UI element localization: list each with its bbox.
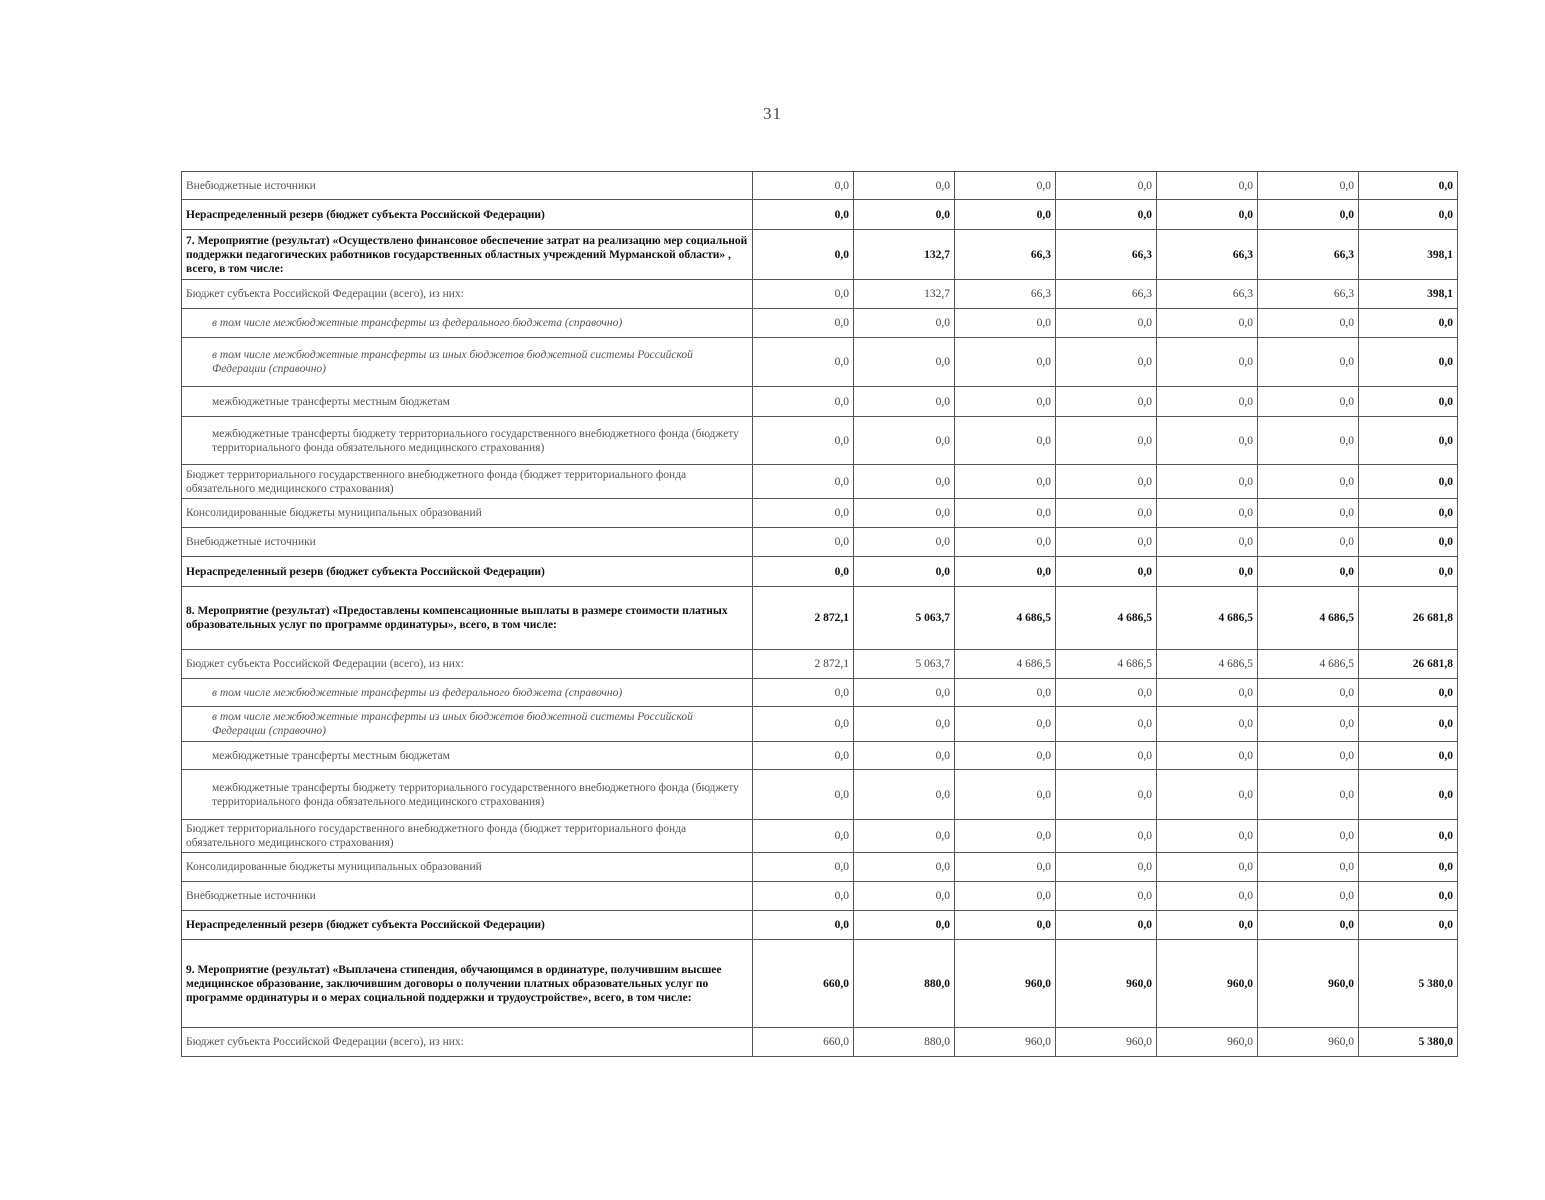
- row-label: 7. Мероприятие (результат) «Осуществлено финансовое обеспечение затрат на реализацию мер социальной поддержки педагогических работников государственных областных учреждений Мурманской области» , всего, в том числе:: [182, 230, 753, 280]
- value-cell: 0,0: [854, 557, 955, 587]
- total-cell: 398,1: [1359, 280, 1458, 309]
- value-cell: 0,0: [955, 820, 1056, 853]
- table-row: [182, 940, 1458, 1028]
- value-cell: 0,0: [1157, 387, 1258, 417]
- total-cell: 398,1: [1359, 230, 1458, 280]
- value-cell: 0,0: [854, 338, 955, 387]
- table-row: [182, 557, 1458, 587]
- value-cell: 0,0: [1157, 528, 1258, 557]
- value-cell: 0,0: [753, 679, 854, 707]
- value-cell: 0,0: [854, 387, 955, 417]
- value-cell: 0,0: [1157, 770, 1258, 820]
- table-row: [182, 499, 1458, 528]
- total-cell: 0,0: [1359, 882, 1458, 911]
- value-cell: 960,0: [1157, 940, 1258, 1028]
- value-cell: 0,0: [1157, 200, 1258, 230]
- table-row: [182, 911, 1458, 940]
- value-cell: 132,7: [854, 280, 955, 309]
- total-cell: 0,0: [1359, 853, 1458, 882]
- value-cell: 960,0: [1258, 1028, 1359, 1057]
- value-cell: 0,0: [955, 679, 1056, 707]
- total-cell: 0,0: [1359, 200, 1458, 230]
- table-row: [182, 853, 1458, 882]
- row-label: в том числе межбюджетные трансферты из иных бюджетов бюджетной системы Российской Федерации (справочно): [182, 338, 753, 387]
- table-row: [182, 679, 1458, 707]
- value-cell: 0,0: [753, 309, 854, 338]
- row-label: Внебюджетные источники: [182, 528, 753, 557]
- value-cell: 0,0: [955, 770, 1056, 820]
- value-cell: 0,0: [955, 338, 1056, 387]
- value-cell: 0,0: [1258, 338, 1359, 387]
- value-cell: 0,0: [1258, 417, 1359, 465]
- value-cell: 5 063,7: [854, 587, 955, 650]
- value-cell: 0,0: [753, 707, 854, 742]
- row-label: Бюджет субъекта Российской Федерации (всего), из них:: [182, 1028, 753, 1057]
- value-cell: 0,0: [1056, 528, 1157, 557]
- value-cell: 0,0: [1056, 387, 1157, 417]
- value-cell: 0,0: [1157, 742, 1258, 770]
- value-cell: 0,0: [854, 417, 955, 465]
- table-row: [182, 200, 1458, 230]
- total-cell: 0,0: [1359, 679, 1458, 707]
- value-cell: 2 872,1: [753, 650, 854, 679]
- value-cell: 0,0: [854, 465, 955, 499]
- value-cell: 0,0: [955, 528, 1056, 557]
- value-cell: 4 686,5: [1056, 587, 1157, 650]
- budget-table: [181, 171, 1458, 1057]
- value-cell: 0,0: [955, 742, 1056, 770]
- value-cell: 0,0: [1157, 853, 1258, 882]
- total-cell: 0,0: [1359, 387, 1458, 417]
- value-cell: 880,0: [854, 940, 955, 1028]
- row-label: в том числе межбюджетные трансферты из иных бюджетов бюджетной системы Российской Федерации (справочно): [182, 707, 753, 742]
- value-cell: 66,3: [1056, 230, 1157, 280]
- row-label: Консолидированные бюджеты муниципальных образований: [182, 499, 753, 528]
- row-label: межбюджетные трансферты бюджету территориального государственного внебюджетного фонда (бюджету территориального фонда обязательного медицинского страхования): [182, 770, 753, 820]
- table-row: [182, 230, 1458, 280]
- value-cell: 0,0: [1056, 911, 1157, 940]
- value-cell: 66,3: [1157, 280, 1258, 309]
- table-row: [182, 172, 1458, 200]
- total-cell: 26 681,8: [1359, 587, 1458, 650]
- value-cell: 960,0: [1258, 940, 1359, 1028]
- table-row: [182, 742, 1458, 770]
- value-cell: 0,0: [1056, 200, 1157, 230]
- page-number: 31: [763, 104, 782, 123]
- value-cell: 0,0: [1157, 882, 1258, 911]
- value-cell: 0,0: [753, 200, 854, 230]
- value-cell: 0,0: [955, 309, 1056, 338]
- value-cell: 4 686,5: [1258, 587, 1359, 650]
- total-cell: 0,0: [1359, 417, 1458, 465]
- total-cell: 0,0: [1359, 820, 1458, 853]
- value-cell: 0,0: [854, 528, 955, 557]
- table-row: [182, 465, 1458, 499]
- value-cell: 0,0: [1157, 820, 1258, 853]
- value-cell: 0,0: [854, 882, 955, 911]
- row-label: межбюджетные трансферты местным бюджетам: [182, 742, 753, 770]
- value-cell: 66,3: [955, 230, 1056, 280]
- table-row: [182, 707, 1458, 742]
- value-cell: 2 872,1: [753, 587, 854, 650]
- value-cell: 4 686,5: [1258, 650, 1359, 679]
- value-cell: 0,0: [753, 882, 854, 911]
- value-cell: 0,0: [1258, 770, 1359, 820]
- value-cell: 0,0: [1056, 770, 1157, 820]
- value-cell: 0,0: [753, 528, 854, 557]
- total-cell: 0,0: [1359, 557, 1458, 587]
- value-cell: 0,0: [753, 465, 854, 499]
- value-cell: 0,0: [1258, 528, 1359, 557]
- value-cell: 0,0: [854, 770, 955, 820]
- value-cell: 0,0: [753, 911, 854, 940]
- value-cell: 0,0: [1258, 200, 1359, 230]
- value-cell: 960,0: [1056, 940, 1157, 1028]
- row-label: Бюджет субъекта Российской Федерации (всего), из них:: [182, 280, 753, 309]
- value-cell: 0,0: [753, 499, 854, 528]
- value-cell: 66,3: [1258, 230, 1359, 280]
- value-cell: 0,0: [955, 417, 1056, 465]
- total-cell: 0,0: [1359, 172, 1458, 200]
- total-cell: 0,0: [1359, 309, 1458, 338]
- value-cell: 0,0: [955, 465, 1056, 499]
- value-cell: 0,0: [753, 770, 854, 820]
- value-cell: 0,0: [955, 200, 1056, 230]
- value-cell: 960,0: [955, 940, 1056, 1028]
- value-cell: 0,0: [1056, 499, 1157, 528]
- row-label: Внебюджетные источники: [182, 882, 753, 911]
- value-cell: 66,3: [955, 280, 1056, 309]
- value-cell: 0,0: [854, 172, 955, 200]
- value-cell: 0,0: [753, 387, 854, 417]
- value-cell: 132,7: [854, 230, 955, 280]
- value-cell: 0,0: [1056, 882, 1157, 911]
- value-cell: 0,0: [955, 172, 1056, 200]
- row-label: Бюджет субъекта Российской Федерации (всего), из них:: [182, 650, 753, 679]
- value-cell: 0,0: [854, 911, 955, 940]
- row-label: Внебюджетные источники: [182, 172, 753, 200]
- value-cell: 0,0: [1157, 707, 1258, 742]
- value-cell: 0,0: [753, 338, 854, 387]
- value-cell: 0,0: [1258, 679, 1359, 707]
- value-cell: 0,0: [1258, 172, 1359, 200]
- row-label: Нераспределенный резерв (бюджет субъекта Российской Федерации): [182, 911, 753, 940]
- table-row: [182, 587, 1458, 650]
- total-cell: 0,0: [1359, 338, 1458, 387]
- value-cell: 66,3: [1056, 280, 1157, 309]
- row-label: Консолидированные бюджеты муниципальных образований: [182, 853, 753, 882]
- value-cell: 0,0: [1056, 557, 1157, 587]
- value-cell: 0,0: [1056, 742, 1157, 770]
- total-cell: 0,0: [1359, 770, 1458, 820]
- row-label: 8. Мероприятие (результат) «Предоставлены компенсационные выплаты в размере стоимости платных образовательных услуг по программе ординатуры», всего, в том числе:: [182, 587, 753, 650]
- table-row: [182, 882, 1458, 911]
- row-label: 9. Мероприятие (результат) «Выплачена стипендия, обучающимся в ординатуре, получившим высшее медицинское образование, заключившим договоры о получении платных образовательных услуг по программе ординатуры и о мерах социальной поддержки и трудоустройстве», всего, в том числе:: [182, 940, 753, 1028]
- table-row: [182, 528, 1458, 557]
- value-cell: 0,0: [1258, 820, 1359, 853]
- value-cell: 0,0: [1157, 172, 1258, 200]
- value-cell: 0,0: [753, 853, 854, 882]
- value-cell: 0,0: [955, 707, 1056, 742]
- value-cell: 960,0: [1056, 1028, 1157, 1057]
- value-cell: 66,3: [1157, 230, 1258, 280]
- value-cell: 0,0: [1056, 820, 1157, 853]
- value-cell: 5 063,7: [854, 650, 955, 679]
- total-cell: 26 681,8: [1359, 650, 1458, 679]
- value-cell: 0,0: [1056, 465, 1157, 499]
- value-cell: 0,0: [1157, 499, 1258, 528]
- value-cell: 0,0: [1258, 707, 1359, 742]
- table-row: [182, 309, 1458, 338]
- value-cell: 0,0: [753, 280, 854, 309]
- value-cell: 0,0: [955, 499, 1056, 528]
- value-cell: 880,0: [854, 1028, 955, 1057]
- value-cell: 660,0: [753, 940, 854, 1028]
- value-cell: 0,0: [1157, 911, 1258, 940]
- total-cell: 0,0: [1359, 742, 1458, 770]
- value-cell: 4 686,5: [955, 587, 1056, 650]
- value-cell: 960,0: [955, 1028, 1056, 1057]
- row-label: Бюджет территориального государственного внебюджетного фонда (бюджет территориального фонда обязательного медицинского страхования): [182, 820, 753, 853]
- row-label: в том числе межбюджетные трансферты из федерального бюджета (справочно): [182, 309, 753, 338]
- value-cell: 0,0: [1056, 679, 1157, 707]
- table-row: [182, 387, 1458, 417]
- row-label: Нераспределенный резерв (бюджет субъекта Российской Федерации): [182, 557, 753, 587]
- value-cell: 0,0: [1157, 338, 1258, 387]
- value-cell: 0,0: [854, 820, 955, 853]
- table-row: [182, 417, 1458, 465]
- value-cell: 0,0: [854, 309, 955, 338]
- row-label: межбюджетные трансферты бюджету территориального государственного внебюджетного фонда (бюджету территориального фонда обязательного медицинского страхования): [182, 417, 753, 465]
- value-cell: 0,0: [854, 742, 955, 770]
- value-cell: 0,0: [1157, 679, 1258, 707]
- table-row: [182, 650, 1458, 679]
- total-cell: 0,0: [1359, 499, 1458, 528]
- value-cell: 0,0: [1258, 465, 1359, 499]
- row-label: Бюджет территориального государственного внебюджетного фонда (бюджет территориального фонда обязательного медицинского страхования): [182, 465, 753, 499]
- total-cell: 0,0: [1359, 465, 1458, 499]
- value-cell: 0,0: [1157, 309, 1258, 338]
- total-cell: 5 380,0: [1359, 940, 1458, 1028]
- total-cell: 0,0: [1359, 911, 1458, 940]
- value-cell: 0,0: [753, 417, 854, 465]
- value-cell: 0,0: [1157, 557, 1258, 587]
- table-row: [182, 820, 1458, 853]
- value-cell: 0,0: [1157, 417, 1258, 465]
- value-cell: 0,0: [1056, 338, 1157, 387]
- value-cell: 0,0: [955, 853, 1056, 882]
- value-cell: 0,0: [1056, 707, 1157, 742]
- value-cell: 0,0: [955, 882, 1056, 911]
- value-cell: 960,0: [1157, 1028, 1258, 1057]
- value-cell: 0,0: [1258, 309, 1359, 338]
- value-cell: 0,0: [1258, 911, 1359, 940]
- table-row: [182, 280, 1458, 309]
- value-cell: 0,0: [854, 200, 955, 230]
- value-cell: 0,0: [854, 499, 955, 528]
- value-cell: 4 686,5: [1157, 587, 1258, 650]
- value-cell: 4 686,5: [1157, 650, 1258, 679]
- value-cell: 4 686,5: [955, 650, 1056, 679]
- value-cell: 0,0: [854, 707, 955, 742]
- value-cell: 4 686,5: [1056, 650, 1157, 679]
- table-row: [182, 770, 1458, 820]
- table-row: [182, 338, 1458, 387]
- value-cell: 0,0: [1258, 742, 1359, 770]
- value-cell: 0,0: [854, 853, 955, 882]
- budget-table-body: [182, 172, 1458, 1057]
- value-cell: 0,0: [1056, 172, 1157, 200]
- row-label: в том числе межбюджетные трансферты из федерального бюджета (справочно): [182, 679, 753, 707]
- total-cell: 0,0: [1359, 528, 1458, 557]
- row-label: Нераспределенный резерв (бюджет субъекта Российской Федерации): [182, 200, 753, 230]
- value-cell: 0,0: [854, 679, 955, 707]
- total-cell: 0,0: [1359, 707, 1458, 742]
- value-cell: 0,0: [1258, 853, 1359, 882]
- value-cell: 0,0: [955, 911, 1056, 940]
- value-cell: 0,0: [955, 557, 1056, 587]
- value-cell: 0,0: [1258, 557, 1359, 587]
- row-label: межбюджетные трансферты местным бюджетам: [182, 387, 753, 417]
- value-cell: 0,0: [1056, 853, 1157, 882]
- value-cell: 0,0: [753, 742, 854, 770]
- value-cell: 66,3: [1258, 280, 1359, 309]
- value-cell: 0,0: [753, 820, 854, 853]
- value-cell: 0,0: [1056, 417, 1157, 465]
- table-row: [182, 1028, 1458, 1057]
- value-cell: 0,0: [753, 172, 854, 200]
- value-cell: 0,0: [955, 387, 1056, 417]
- value-cell: 0,0: [1258, 499, 1359, 528]
- value-cell: 0,0: [753, 557, 854, 587]
- value-cell: 0,0: [1258, 387, 1359, 417]
- value-cell: 660,0: [753, 1028, 854, 1057]
- value-cell: 0,0: [1258, 882, 1359, 911]
- value-cell: 0,0: [753, 230, 854, 280]
- total-cell: 5 380,0: [1359, 1028, 1458, 1057]
- value-cell: 0,0: [1157, 465, 1258, 499]
- value-cell: 0,0: [1056, 309, 1157, 338]
